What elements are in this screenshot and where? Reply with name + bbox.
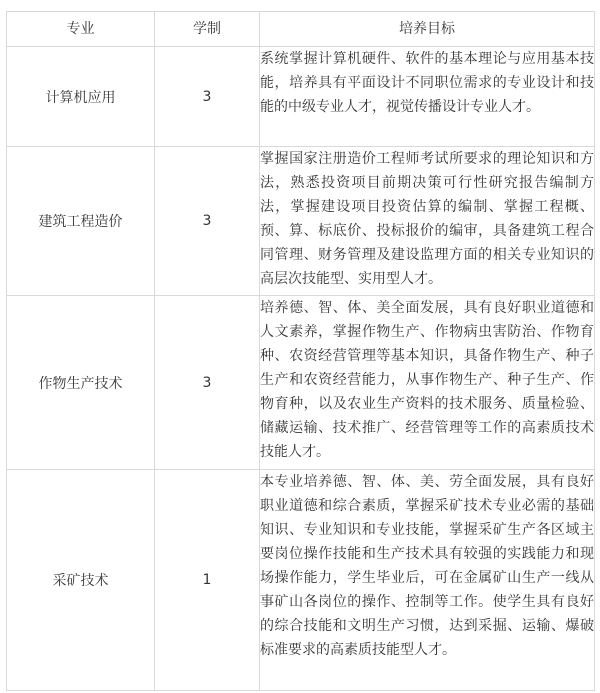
header-goal: 培养目标 — [260, 12, 595, 47]
goal-cell: 本专业培养德、智、体、美、劳全面发展，具有良好职业道德和综合素质，掌握采矿技术专业必需的基础知识、专业知识和专业技能，掌握采矿生产各区域主要岗位操作技能和生产技术具有较强的实践能力和现场操作能力，学生毕业后，可在金属矿山生产一线从事矿山各岗位的操作、控制等工作。使学生具有良好的综合技能和文明生产习惯，达到采掘、运输、爆破标准要求的高素质技能型人才。 — [260, 470, 595, 691]
major-cell: 建筑工程造价 — [7, 147, 155, 296]
years-cell: 3 — [155, 147, 260, 296]
years-cell: 3 — [155, 296, 260, 470]
goal-cell: 掌握国家注册造价工程师考试所要求的理论知识和方法，熟悉投资项目前期决策可行性研究报告编制方法，掌握建设项目投资估算的编制、掌握工程概、预、算、标底价、投标报价的编审，具备建筑工程合同管理、财务管理及建设监理方面的相关专业知识的高层次技能型、实用型人才。 — [260, 147, 595, 296]
table-row — [7, 470, 595, 691]
goal-cell: 培养德、智、体、美全面发展，具有良好职业道德和人文素养，掌握作物生产、作物病虫害防治、作物育种、农资经营管理等基本知识，具备作物生产、种子生产和农资经营能力，从事作物生产、种子生产、作物育种，以及农业生产资料的技术服务、质量检验、储藏运输、技术推广、经营管理等工作的高素质技术技能人才。 — [260, 296, 595, 470]
table-row — [7, 296, 595, 470]
majors-table — [6, 11, 595, 691]
table-header-row — [7, 12, 595, 47]
major-cell: 采矿技术 — [7, 470, 155, 691]
header-major: 专业 — [7, 12, 155, 47]
years-cell: 3 — [155, 47, 260, 147]
header-years: 学制 — [155, 12, 260, 47]
table-row — [7, 147, 595, 296]
table-row — [7, 47, 595, 147]
goal-cell: 系统掌握计算机硬件、软件的基本理论与应用基本技能，培养具有平面设计不同职位需求的专业设计和技能的中级专业人才，视觉传播设计专业人才。 — [260, 47, 595, 147]
major-cell: 作物生产技术 — [7, 296, 155, 470]
years-cell: 1 — [155, 470, 260, 691]
major-cell: 计算机应用 — [7, 47, 155, 147]
